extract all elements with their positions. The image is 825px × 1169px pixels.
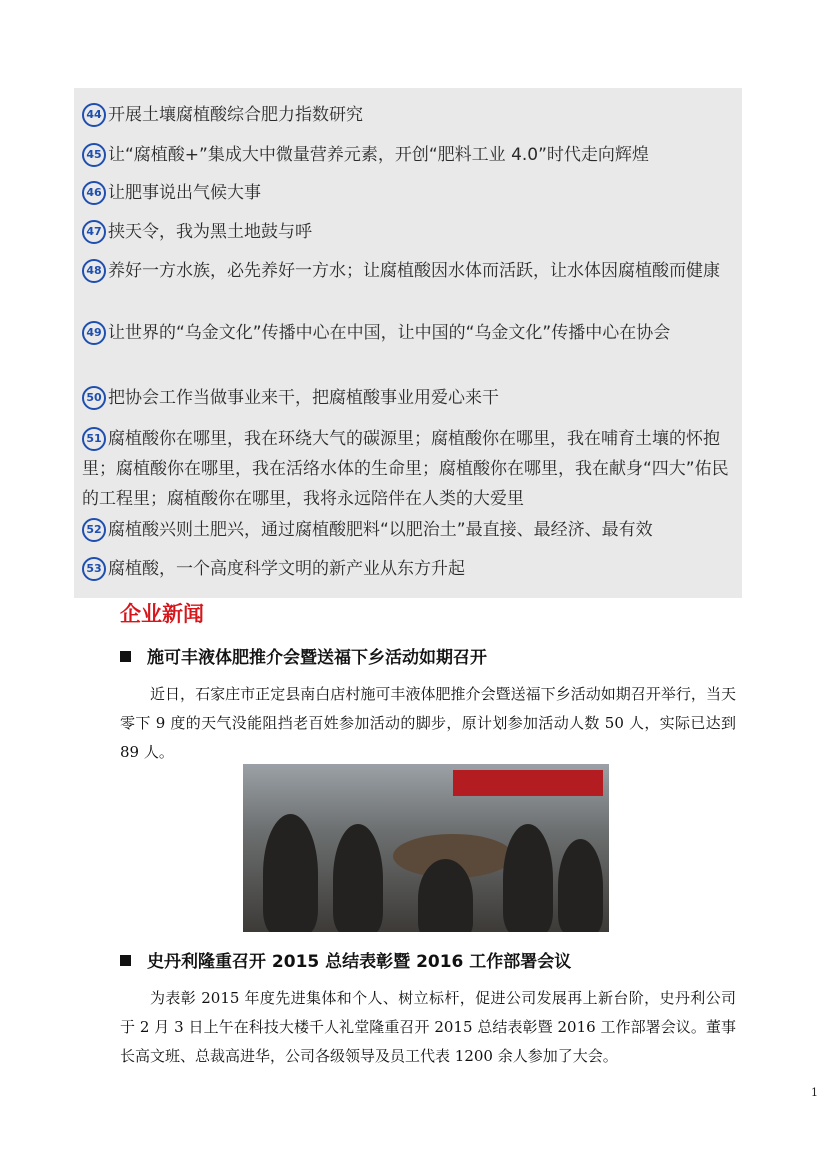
- news-paragraph: 近日，石家庄市正定县南白店村施可丰液体肥推介会暨送福下乡活动如期召开举行，当天零下 9 度的天气没能阻挡老百姓参加活动的脚步，原计划参加活动人数 50 人，实际已达到 89 人。: [120, 685, 736, 761]
- news-photo: [243, 764, 609, 932]
- slogan-item: [82, 178, 732, 208]
- circled-number: 48: [82, 259, 106, 283]
- news-headline-text: 施可丰液体肥推介会暨送福下乡活动如期召开: [147, 648, 487, 668]
- circled-number: 46: [82, 181, 106, 205]
- circled-number: 51: [82, 427, 106, 451]
- slogan-text: 让世界的“乌金文化”传播中心在中国，让中国的“乌金文化”传播中心在协会: [108, 323, 671, 343]
- slogan-item: [82, 554, 732, 584]
- slogan-item: [82, 515, 732, 545]
- square-bullet-icon: [120, 651, 131, 662]
- circled-number: 52: [82, 518, 106, 542]
- slogan-item: [82, 217, 732, 247]
- photo-figure: [263, 814, 318, 932]
- slogan-text: 让“腐植酸+”集成大中微量营养元素，开创“肥料工业 4.0”时代走向辉煌: [108, 145, 649, 165]
- slogan-text: 腐植酸你在哪里，我在环绕大气的碳源里；腐植酸你在哪里，我在哺育土壤的怀抱里；腐植酸你在哪里，我在活络水体的生命里；腐植酸你在哪里，我在献身“四大”佑民的工程里；腐植酸你在哪里，我将永远陪伴在人类的大爱里: [82, 429, 729, 509]
- circled-number: 47: [82, 220, 106, 244]
- photo-figure: [418, 859, 473, 932]
- slogan-item: [82, 256, 732, 286]
- news-headline: [120, 947, 571, 972]
- slogan-item: [82, 318, 732, 348]
- photo-figure: [558, 839, 603, 932]
- circled-number: 49: [82, 321, 106, 345]
- photo-banner: [453, 770, 603, 796]
- circled-number: 44: [82, 103, 106, 127]
- circled-number: 53: [82, 557, 106, 581]
- square-bullet-icon: [120, 955, 131, 966]
- slogan-text: 把协会工作当做事业来干，把腐植酸事业用爱心来干: [108, 388, 499, 408]
- photo-figure: [333, 824, 383, 932]
- slogan-item: [82, 140, 732, 170]
- page-number: 1: [811, 1086, 818, 1099]
- news-headline-text: 史丹利隆重召开 2015 总结表彰暨 2016 工作部署会议: [147, 952, 572, 972]
- slogan-text: 开展土壤腐植酸综合肥力指数研究: [108, 105, 363, 125]
- news-paragraph: 为表彰 2015 年度先进集体和个人、树立标杆，促进公司发展再上新台阶，史丹利公司于 2 月 3 日上午在科技大楼千人礼堂隆重召开 2015 总结表彰暨 2016 工作部署会议。董事长高文班、总裁高进华，公司各级领导及员工代表 1200 余人参加了大会。: [120, 989, 736, 1065]
- slogan-item: [82, 383, 732, 413]
- slogan-text: 挟天令，我为黑土地鼓与呼: [108, 222, 312, 242]
- news-headline: [120, 643, 487, 668]
- slogan-item: [82, 424, 732, 514]
- slogan-text: 让肥事说出气候大事: [108, 183, 261, 203]
- slogan-text: 养好一方水族，必先养好一方水；让腐植酸因水体而活跃，让水体因腐植酸而健康: [108, 261, 720, 281]
- slogan-item: [82, 100, 732, 130]
- circled-number: 45: [82, 143, 106, 167]
- photo-figure: [503, 824, 553, 932]
- slogan-text: 腐植酸，一个高度科学文明的新产业从东方升起: [108, 559, 465, 579]
- slogan-text: 腐植酸兴则土肥兴，通过腐植酸肥料“以肥治土”最直接、最经济、最有效: [108, 520, 653, 540]
- circled-number: 50: [82, 386, 106, 410]
- section-title: 企业新闻: [120, 602, 204, 626]
